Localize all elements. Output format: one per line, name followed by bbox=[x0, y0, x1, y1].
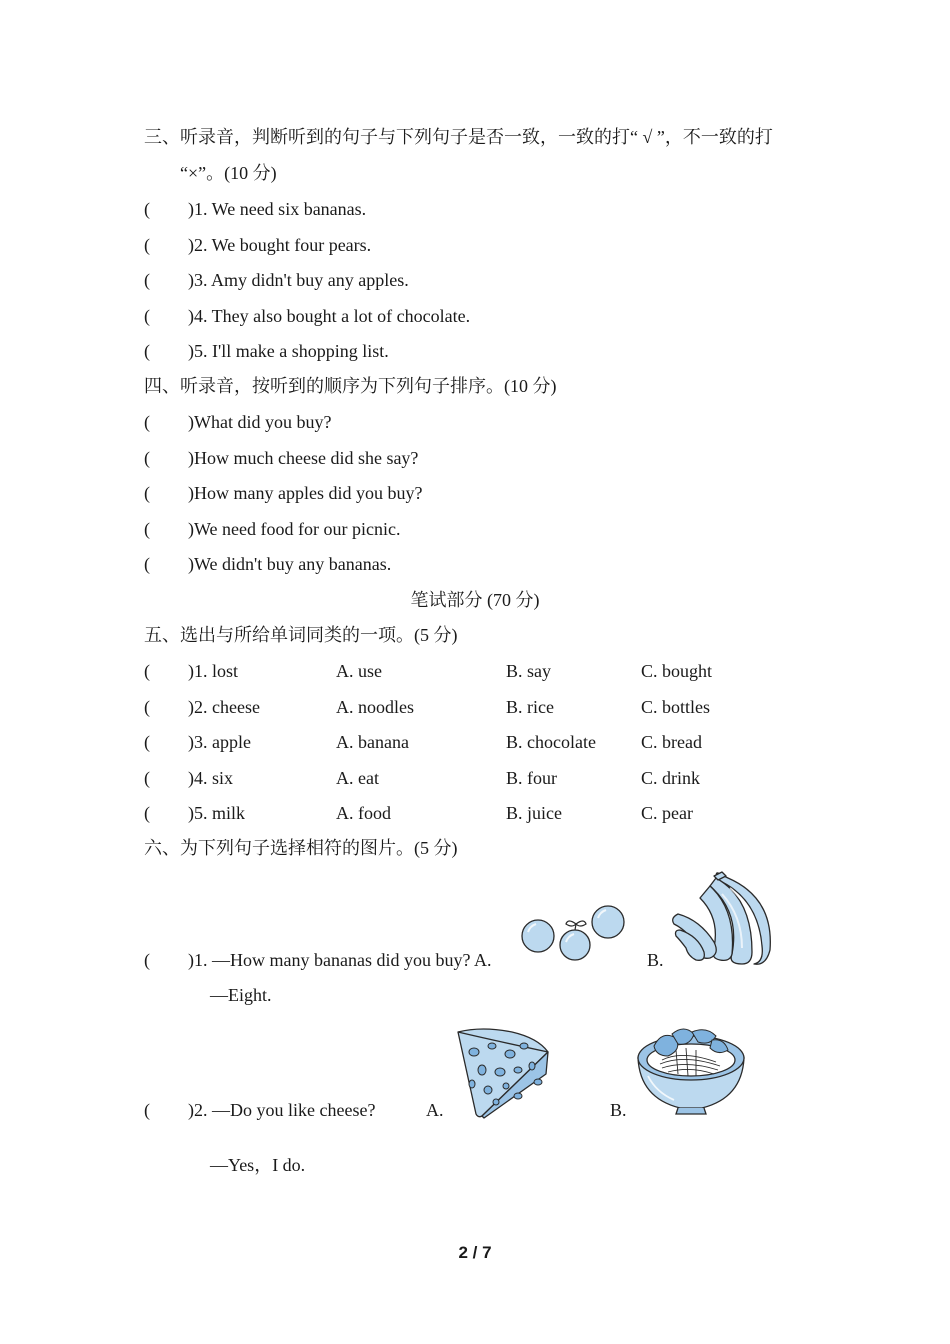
option-b: B. juice bbox=[506, 803, 562, 823]
given-word: )2. cheese bbox=[188, 697, 260, 717]
answer-paren: ( bbox=[144, 661, 150, 681]
answer-paren: ( bbox=[144, 483, 150, 503]
option-a: A. eat bbox=[336, 768, 379, 788]
answer-paren: ( bbox=[144, 341, 150, 361]
bananas-icon bbox=[670, 868, 776, 968]
item-text: )How much cheese did she say? bbox=[188, 448, 419, 468]
option-b: B. say bbox=[506, 661, 551, 681]
option-a: A. use bbox=[336, 661, 382, 681]
answer-paren: ( bbox=[144, 519, 150, 539]
item-text: )We didn't buy any bananas. bbox=[188, 554, 392, 574]
answer-paren: ( bbox=[144, 306, 150, 326]
section3-title-cont: “×”。(10 分) bbox=[180, 163, 277, 183]
answer-paren: ( bbox=[144, 950, 150, 970]
option-b-label: B. bbox=[647, 950, 664, 970]
option-c: C. bottles bbox=[641, 697, 711, 717]
answer-paren: ( bbox=[144, 448, 150, 468]
answer-paren: ( bbox=[144, 1100, 150, 1120]
item-text: )3. Amy didn't buy any apples. bbox=[188, 270, 409, 290]
answer-paren: ( bbox=[144, 554, 150, 574]
answer-paren: ( bbox=[144, 768, 150, 788]
section3-title: 三、听录音，判断听到的句子与下列句子是否一致，一致的打“ √ ”，不一致的打 bbox=[144, 127, 773, 147]
option-a-label: A. bbox=[426, 1100, 444, 1120]
answer-paren: ( bbox=[144, 270, 150, 290]
section6-title: 六、为下列句子选择相符的图片。(5 分) bbox=[144, 838, 458, 858]
item-text: )2. We bought four pears. bbox=[188, 235, 372, 255]
item-text: )How many apples did you buy? bbox=[188, 483, 423, 503]
option-a: A. banana bbox=[336, 732, 409, 752]
item-text: )4. They also bought a lot of chocolate. bbox=[188, 306, 471, 326]
option-a: A. noodles bbox=[336, 697, 414, 717]
option-c: C. drink bbox=[641, 768, 701, 788]
given-word: )5. milk bbox=[188, 803, 245, 823]
apples-icon bbox=[516, 902, 632, 968]
question-text: )1. —How many bananas did you buy? A. bbox=[188, 950, 492, 970]
section5-title: 五、选出与所给单词同类的一项。(5 分) bbox=[144, 625, 458, 645]
item-text: )1. We need six bananas. bbox=[188, 199, 367, 219]
item-text: )We need food for our picnic. bbox=[188, 519, 401, 539]
option-c: C. bread bbox=[641, 732, 702, 752]
section4-title: 四、听录音，按听到的顺序为下列句子排序。(10 分) bbox=[144, 376, 557, 396]
answer-paren: ( bbox=[144, 412, 150, 432]
option-c: C. bought bbox=[641, 661, 713, 681]
given-word: )3. apple bbox=[188, 732, 251, 752]
answer-paren: ( bbox=[144, 697, 150, 717]
answer-paren: ( bbox=[144, 235, 150, 255]
option-b: B. rice bbox=[506, 697, 554, 717]
answer-text: —Yes，I do. bbox=[210, 1155, 306, 1175]
answer-paren: ( bbox=[144, 803, 150, 823]
item-text: )5. I'll make a shopping list. bbox=[188, 341, 389, 361]
option-b-label: B. bbox=[610, 1100, 627, 1120]
given-word: )1. lost bbox=[188, 661, 239, 681]
option-c: C. pear bbox=[641, 803, 693, 823]
page-number: 2 / 7 bbox=[458, 1243, 492, 1262]
option-b: B. chocolate bbox=[506, 732, 596, 752]
option-b: B. four bbox=[506, 768, 557, 788]
cheese-icon bbox=[452, 1024, 552, 1120]
given-word: )4. six bbox=[188, 768, 233, 788]
answer-paren: ( bbox=[144, 199, 150, 219]
option-a: A. food bbox=[336, 803, 391, 823]
answer-text: —Eight. bbox=[210, 985, 272, 1005]
answer-paren: ( bbox=[144, 732, 150, 752]
noodles-bowl-icon bbox=[632, 1020, 750, 1116]
item-text: )What did you buy? bbox=[188, 412, 332, 432]
written-part-heading: 笔试部分 (70 分) bbox=[410, 590, 540, 610]
question-text: )2. —Do you like cheese? bbox=[188, 1100, 376, 1120]
